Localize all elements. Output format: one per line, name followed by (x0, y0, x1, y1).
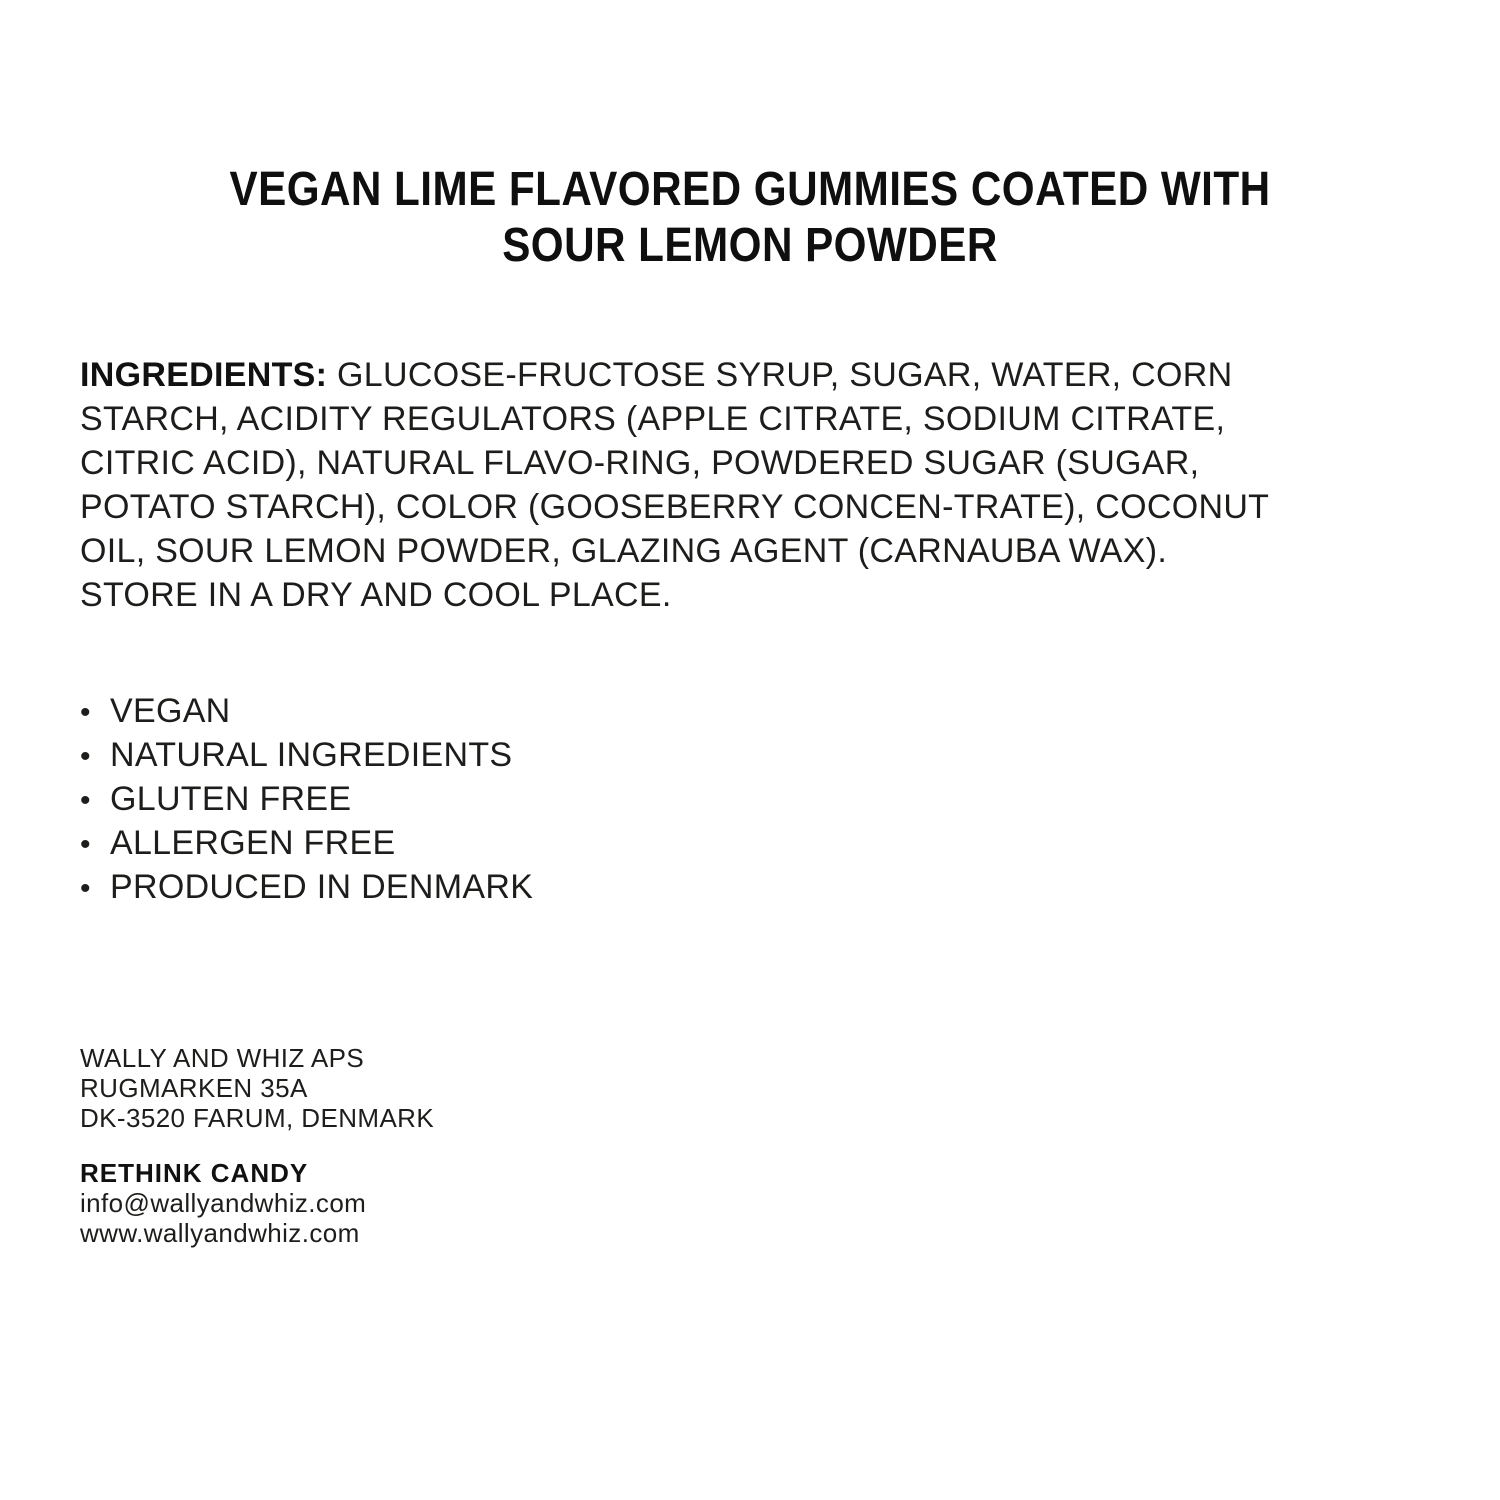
contact-website: www.wallyandwhiz.com (80, 1218, 360, 1248)
ingredients-paragraph (80, 353, 1269, 617)
ingredients-line-text: CITRIC ACID), NATURAL FLAVO-RING, POWDERED SUGAR (SUGAR, (80, 444, 1200, 482)
bullet-icon: • (80, 740, 91, 773)
ingredients-line (80, 397, 1269, 441)
page-title-line-1: VEGAN LIME FLAVORED GUMMIES COATED WITH (229, 163, 1271, 216)
ingredients-line-text: POTATO STARCH), COLOR (GOOSEBERRY CONCEN-TRATE), COCONUT (80, 488, 1270, 526)
feature-item (80, 690, 533, 734)
page-title-line-2: SOUR LEMON POWDER (502, 219, 998, 272)
feature-label: VEGAN (110, 692, 231, 730)
address-line-street: RUGMARKEN 35A (80, 1073, 308, 1103)
ingredients-line-text: OIL, SOUR LEMON POWDER, GLAZING AGENT (CARNAUBA WAX). (80, 532, 1168, 570)
ingredients-line-text: STORE IN A DRY AND COOL PLACE. (80, 576, 672, 614)
ingredients-line (80, 529, 1269, 573)
feature-label: PRODUCED IN DENMARK (110, 868, 534, 906)
ingredients-line (80, 441, 1269, 485)
brand-tagline: RETHINK CANDY (80, 1158, 309, 1188)
page-title (90, 162, 1410, 274)
feature-item (80, 822, 533, 866)
feature-item (80, 778, 533, 822)
feature-label: GLUTEN FREE (110, 780, 352, 818)
feature-item (80, 734, 533, 778)
feature-label: NATURAL INGREDIENTS (110, 736, 513, 774)
ingredients-line-text: STARCH, ACIDITY REGULATORS (APPLE CITRATE, SODIUM CITRATE, (80, 400, 1226, 438)
ingredients-line (80, 485, 1269, 529)
contact-block (80, 1158, 366, 1248)
contact-email: info@wallyandwhiz.com (80, 1188, 367, 1218)
feature-item (80, 866, 533, 910)
ingredients-line (80, 353, 1269, 397)
feature-list (80, 690, 533, 910)
ingredients-heading: INGREDIENTS: (80, 356, 328, 394)
ingredients-line-text: GLUCOSE-FRUCTOSE SYRUP, SUGAR, WATER, CORN (327, 356, 1233, 394)
manufacturer-address (80, 1043, 434, 1133)
bullet-icon: • (80, 828, 91, 861)
feature-label: ALLERGEN FREE (110, 824, 396, 862)
bullet-icon: • (80, 696, 91, 729)
bullet-icon: • (80, 784, 91, 817)
bullet-icon: • (80, 872, 91, 905)
address-line-city: DK-3520 FARUM, DENMARK (80, 1103, 435, 1133)
address-line-company: WALLY AND WHIZ APS (80, 1043, 365, 1073)
ingredients-line (80, 573, 1269, 617)
